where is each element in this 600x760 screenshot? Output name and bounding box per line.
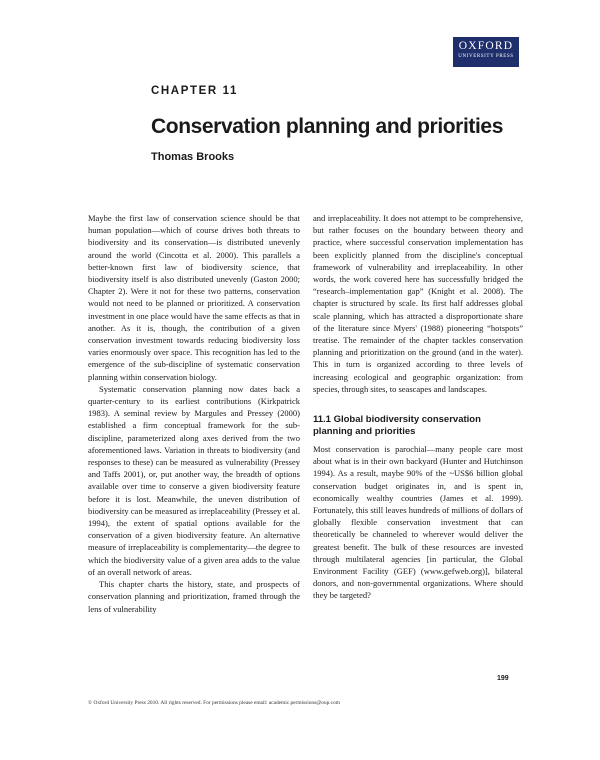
oxford-university-press-logo: [453, 37, 519, 67]
body-paragraph-3-continued: and irreplaceability. It does not attempt to be comprehensive, but rather focuses on the boundary between theory and practice, where successful conservation implementation has been explicitly planned from the discipline's conceptual framework of vulnerability and irreplaceability. In other words, the work covered here has successfully bridged the “research–implementation gap” (Knight et al. 2008). The chapter is structured by scale. Its first half addresses global scale planning, which has attracted a disproportionate share of the literature since Myers' (1988) pioneering “hotspots” treatise. The remainder of the chapter tackles conservation planning and prioritization on the ground (and in the water). This in turn is organized according to three levels of increasing ecological and geographic organization: from species, through sites, to seascapes and landscapes.: [313, 213, 523, 394]
chapter-author: Thomas Brooks: [151, 151, 235, 163]
body-paragraph-3: This chapter charts the history, state, and prospects of conservation planning and prioritization, framed through the lens of vulnerability: [88, 579, 300, 614]
logo-line-1: OXFORD: [458, 40, 514, 52]
section-heading: 11.1 Global biodiversity conservation planning and priorities: [313, 414, 481, 437]
chapter-label: CHAPTER 11: [151, 85, 238, 97]
right-column: [313, 212, 523, 602]
body-paragraph-1: Maybe the first law of conservation science should be that human population—which of course drives both threats to biodiversity and its conservation—is distributed unevenly around the world (Cincotta et al. 2000). This parallels a better-known first law of biodiversity science, that biodiversity itself is also distributed unevenly (Gaston 2000; Chapter 2). Were it not for these two patterns, conservation would not need to be planned or prioritized. A conservation investment in one place would have the same effects as that in another. As it is, though, the contribution of a given conservation investment towards reducing biodiversity loss varies enormously over space. This recognition has led to the emergence of the sub-discipline of systematic conservation planning within conservation biology.: [88, 213, 300, 382]
copyright-footer: © Oxford University Press 2010. All rights reserved. For permissions please email: academic.permissions@oup.com: [88, 700, 340, 706]
logo-line-2: UNIVERSITY PRESS: [458, 54, 514, 59]
section-paragraph-1: Most conservation is parochial—many people care most about what is in their own backyard (Hunter and Hutchinson 1994). As a result, maybe 90% of the ~US$6 billion global conservation budget originates in, and is spent in, economically wealthy countries (James et al. 1999). Fortunately, this still leaves hundreds of millions of dollars of globally flexible conservation investment that can theoretically be channeled to wherever would deliver the greatest benefit. The bulk of these resources are invested through multilateral agencies [in particular, the Global Environment Facility (GEF) (www.gefweb.org)], bilateral donors, and non-governmental organizations. Where should they be targeted?: [313, 444, 523, 601]
page-number: 199: [497, 675, 509, 682]
chapter-title: Conservation planning and priorities: [151, 115, 503, 138]
left-column: [88, 212, 300, 615]
body-paragraph-2: Systematic conservation planning now dates back a quarter-century to its earliest contributions (Kirkpatrick 1983). A seminal review by Margules and Pressey (2000) established a firm conceptual framework for the sub-discipline, parameterized along axes derived from the two aforementioned laws. Variation in threats to biodiversity (and responses to these) can be measured as vulnerability (Pressey and Taffs 2001), or, put another way, the breadth of options available over time to conserve a given biodiversity feature before it is lost. Meanwhile, the uneven distribution of biodiversity can be measured as irreplaceability (Pressey et al. 1994), the extent of spatial options available for the conservation of a given biodiversity feature. An alternative measure of irreplaceability is complementarity—the degree to which the biodiversity value of a given area adds to the value of an overall network of areas.: [88, 383, 300, 577]
